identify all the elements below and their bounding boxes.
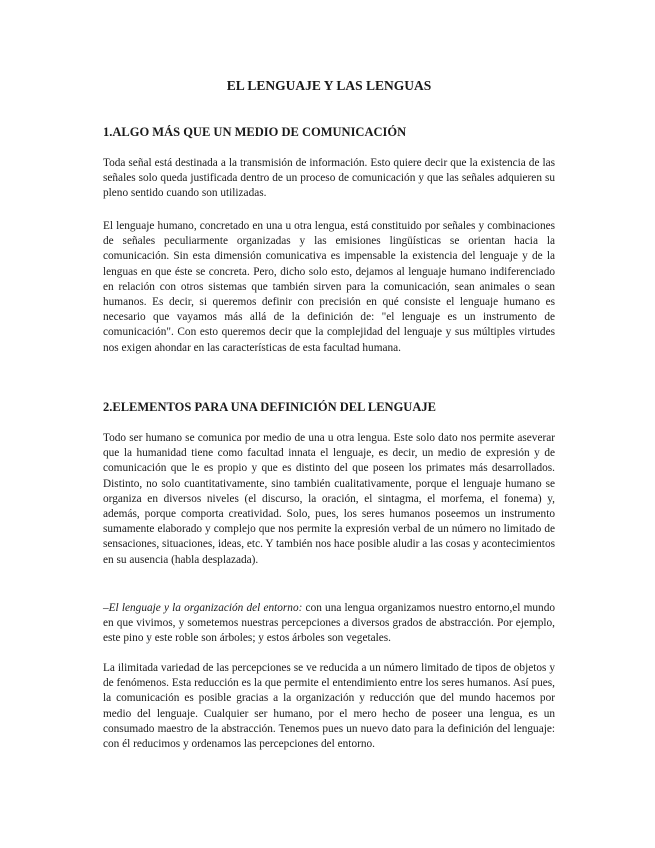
- paragraph: Toda señal está destinada a la transmisión de información. Esto quiere decir que la existencia de las señales solo queda justificada dentro de un proceso de comunicación y que las señales adquieren su pleno sentido cuando son utilizadas.: [103, 157, 555, 200]
- subsection-text: con una lengua organizamos nuestro entorno,el mundo en que vivimos, y sometemos nuestras percepciones a diversos grados de abstracción. Por ejemplo, este pino y este roble son árboles; y estos árboles son vegetales.: [103, 602, 555, 645]
- paragraph: Todo ser humano se comunica por medio de una u otra lengua. Este solo dato nos permite aseverar que la humanidad tiene como facultad innata el lenguaje, es decir, un medio de expresión y de comunicación que le es propio y que es distinto del que poseen los primates más desarrollados. Distinto, no solo cuantitativamente, sino también cualitativamente, porque el lenguaje humano se organiza en diversos niveles (el discurso, la oración, el sintagma, el morfema, el fonema) y, además, porque comporta creatividad. Solo, pues, los seres humanos poseemos un instrumento sumamente elaborado y complejo que nos permite la expresión verbal de un número no limitado de sensaciones, situaciones, ideas, etc. Y también nos hace posible aludir a las cosas y acontecimientos en su ausencia (habla desplazada).: [103, 432, 555, 566]
- section-heading-2: 2.ELEMENTOS PARA UNA DEFINICIÓN DEL LENGUAJE: [103, 400, 436, 414]
- section-heading-1: 1.ALGO MÁS QUE UN MEDIO DE COMUNICACIÓN: [103, 125, 407, 139]
- subsection-lead: –El lenguaje y la organización del entorno:: [103, 602, 303, 614]
- subsection-paragraph: [103, 601, 555, 647]
- paragraph: El lenguaje humano, concretado en una u otra lengua, está constituido por señales y combinaciones de señales peculiarmente organizadas y las emisiones lingüísticas se orientan hacia la comunicación. Sin esta dimensión comunicativa es impensable la existencia del lenguaje y de la lenguas en que éste se concreta. Pero, dicho solo esto, dejamos al lenguaje humano indiferenciado en relación con otros sistemas que también sirven para la comunicación, sean animales o sean humanos. Es decir, si queremos definir con precisión en qué consiste el lenguaje humano es necesario que vayamos más allá de la definición de: "el lenguaje es un instrumento de comunicación". Con esto queremos decir que la complejidad del lenguaje y sus múltiples virtudes nos exigen ahondar en las características de esta facultad humana.: [103, 220, 555, 354]
- document-title: EL LENGUAJE Y LAS LENGUAS: [226, 78, 432, 93]
- paragraph: La ilimitada variedad de las percepciones se ve reducida a un número limitado de tipos de objetos y de fenómenos. Esta reducción es la que permite el entendimiento entre los seres humanos. Así pues, la comunicación es posible gracias a la organización y reducción que del mundo hacemos por medio del lenguaje. Cualquier ser humano, por el mero hecho de poseer una lengua, es un consumado maestro de la abstracción. Tenemos pues un nuevo dato para la definición del lenguaje: con él reducimos y ordenamos las percepciones del entorno.: [103, 662, 555, 751]
